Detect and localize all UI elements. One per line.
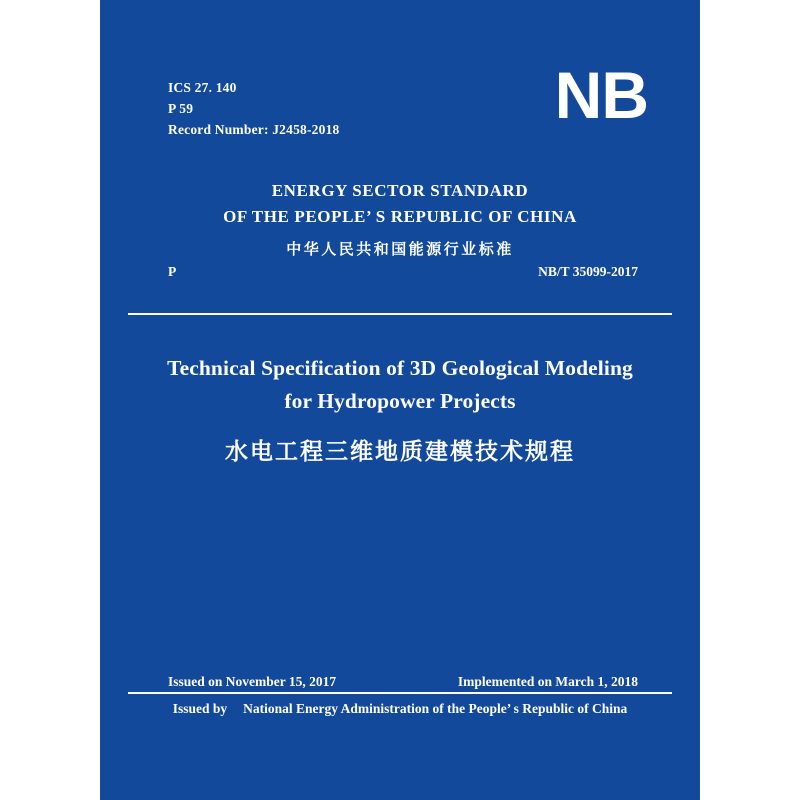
standard-name-en-line2: OF THE PEOPLE’ S REPUBLIC OF CHINA — [223, 206, 577, 226]
standard-name-en-line1: ENERGY SECTOR STANDARD — [271, 181, 529, 200]
classification-code: P 59 — [168, 100, 194, 116]
dates-row — [168, 674, 638, 690]
main-title-cn: 水电工程三维地质建模技术规程 — [225, 438, 575, 465]
standard-cover — [100, 0, 700, 800]
issuer-row — [100, 701, 700, 717]
record-number: Record Number: J2458-2018 — [168, 121, 340, 137]
standard-number: NB/T 35099-2017 — [538, 264, 638, 279]
divider-bottom — [128, 692, 672, 694]
code-block — [168, 78, 339, 141]
implemented-date: Implemented on March 1, 2018 — [457, 674, 638, 689]
cover-header — [168, 58, 648, 141]
main-title-block — [140, 352, 660, 466]
issued-date: Issued on November 15, 2017 — [168, 674, 337, 689]
divider-top — [128, 313, 672, 315]
nb-logo: NB — [554, 58, 648, 132]
issued-by-label: Issued by — [172, 701, 228, 716]
standard-name-block — [100, 178, 700, 259]
main-title-en-line1: Technical Specification of 3D Geological Modeling — [167, 356, 633, 380]
standard-name-cn: 中华人民共和国能源行业标准 — [286, 240, 514, 258]
issuer-organization: National Energy Administration of the People’ s Republic of China — [243, 701, 628, 716]
category-letter: P — [168, 264, 177, 279]
main-title-en-line2: for Hydropower Projects — [284, 389, 516, 414]
ics-code: ICS 27. 140 — [168, 80, 237, 95]
identifier-row — [168, 264, 638, 280]
